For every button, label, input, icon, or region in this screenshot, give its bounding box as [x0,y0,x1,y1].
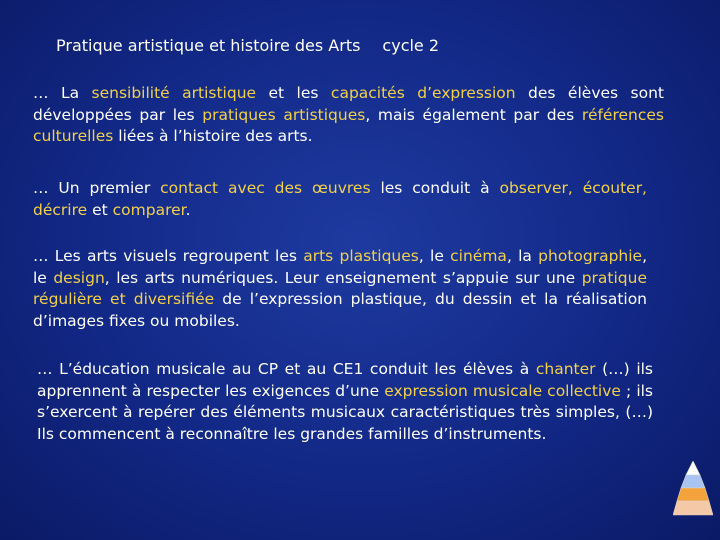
paragraph-contact-oeuvres [33,178,647,221]
pyramid-base [673,501,713,515]
highlight: contact avec des œuvres [160,179,371,197]
text: des élèves sont développées par les [33,84,664,124]
highlight: cinéma [450,247,507,265]
highlight: pratiques artistiques [202,105,366,124]
pyramid-top [686,461,700,475]
text: , le [418,247,451,265]
text: ; ils s’exercent à repérer des éléments musicaux caractéristiques très simples, (…) Ils commencent à reconnaître les grandes familles d’instruments. [37,381,654,443]
slide-title [56,36,439,55]
highlight: chanter [535,360,596,378]
text: … La [33,84,92,102]
highlight: design [53,268,105,287]
text: et les [256,84,331,102]
paragraph-education-musicale [37,359,653,445]
text: … L’éducation musicale au CP et au CE1 conduit les élèves à [37,360,536,378]
text: , les arts numériques. Leur enseignement s’appuie sur une [104,268,582,287]
paragraph-arts-visuels [33,246,647,332]
text: … Les arts visuels regroupent les [33,247,304,265]
highlight: pratique régulière et diversifiée [33,268,647,308]
text: , mais également par des [365,105,582,124]
text: de l’expression plastique, du dessin et la réalisation d’images fixes ou mobiles. [33,290,648,330]
title-main: Pratique artistique et histoire des Arts [56,36,361,55]
paragraph-sensibilite [33,83,664,148]
text: (…) ils apprennent à respecter les exigences d’une [37,360,654,400]
highlight: comparer [112,200,186,219]
pyramid-level-2 [681,475,705,488]
pyramid-level-3 [677,488,709,501]
text: , le [33,247,648,287]
highlight: capacités d’expression [330,84,516,102]
highlight: arts plastiques [303,247,419,265]
highlight: références culturelles [33,105,664,145]
text: . [185,200,191,219]
text: et [87,200,113,219]
highlight: observer, écouter, décrire [33,179,647,219]
text: , la [506,247,539,265]
text: les conduit à [370,179,500,197]
text: … Un premier [33,179,161,197]
highlight: photographie [538,247,643,265]
title-cycle: cycle 2 [382,36,440,55]
pyramid-icon[interactable] [673,461,713,517]
text: liées à l’histoire des arts. [113,127,313,145]
highlight: expression musicale collective [384,381,621,400]
highlight: sensibilité artistique [91,84,257,102]
